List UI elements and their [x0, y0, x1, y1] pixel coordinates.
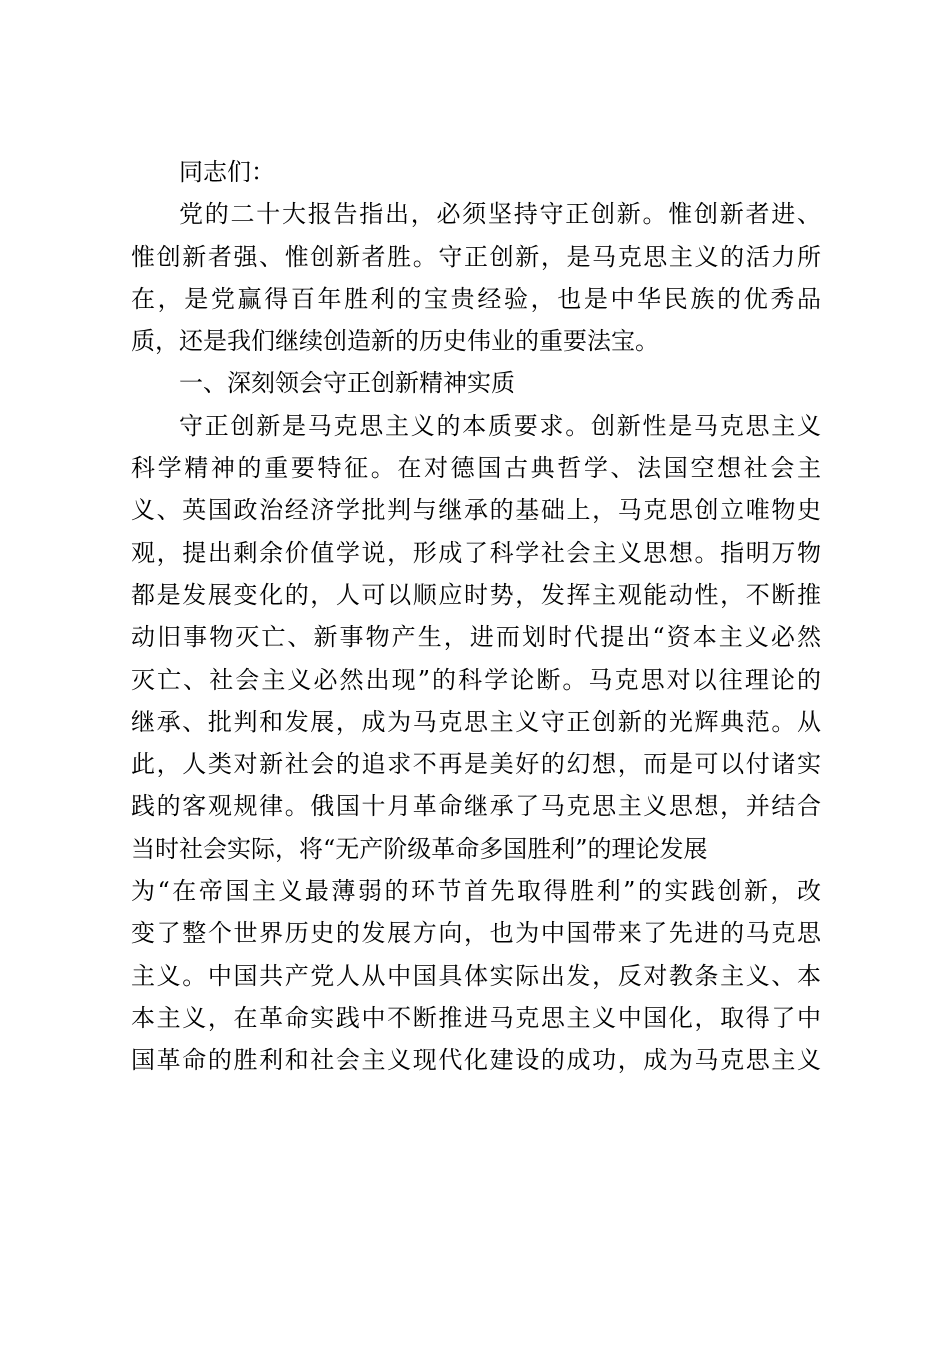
text-line: 质，还是我们继续创造新的历史伟业的重要法宝。	[131, 327, 659, 356]
text-line: 观，提出剩余价值学说，形成了科学社会主义思想。指明万物	[131, 538, 821, 567]
text-line: 义、英国政治经济学批判与继承的基础上，马克思创立唯物史	[131, 496, 821, 525]
text-line: 动旧事物灭亡、新事物产生，进而划时代提出“资本主义必然	[131, 623, 821, 652]
text-line: 在，是党赢得百年胜利的宝贵经验，也是中华民族的优秀品	[131, 284, 821, 313]
text-line: 科学精神的重要特征。在对德国古典哲学、法国空想社会主	[131, 454, 821, 483]
text-line: 为“在帝国主义最薄弱的环节首先取得胜利”的实践创新，改	[131, 877, 821, 906]
text-line: 此，人类对新社会的追求不再是美好的幻想，而是可以付诸实	[131, 750, 821, 779]
text-line: 守正创新是马克思主义的本质要求。创新性是马克思主义	[179, 411, 821, 440]
text-line: 继承、批判和发展，成为马克思主义守正创新的光辉典范。从	[131, 707, 821, 736]
text-line: 灭亡、社会主义必然出现”的科学论断。马克思对以往理论的	[131, 665, 821, 694]
text-line: 国革命的胜利和社会主义现代化建设的成功，成为马克思主义	[131, 1046, 821, 1075]
text-line: 一、深刻领会守正创新精神实质	[179, 369, 515, 398]
text-line: 主义。中国共产党人从中国具体实际出发，反对教条主义、本	[131, 961, 821, 990]
text-line: 当时社会实际，将“无产阶级革命多国胜利”的理论发展	[131, 834, 708, 863]
text-line: 变了整个世界历史的发展方向，也为中国带来了先进的马克思	[131, 919, 821, 948]
text-line: 都是发展变化的，人可以顺应时势，发挥主观能动性，不断推	[131, 580, 821, 609]
text-line: 党的二十大报告指出，必须坚持守正创新。惟创新者进、	[179, 200, 821, 229]
text-line: 本主义，在革命实践中不断推进马克思主义中国化，取得了中	[131, 1003, 821, 1032]
text-line: 同志们：	[179, 158, 275, 186]
text-line: 惟创新者强、惟创新者胜。守正创新，是马克思主义的活力所	[131, 242, 821, 271]
text-line: 践的客观规律。俄国十月革命继承了马克思主义思想，并结合	[131, 792, 821, 821]
document-body	[131, 151, 821, 1082]
